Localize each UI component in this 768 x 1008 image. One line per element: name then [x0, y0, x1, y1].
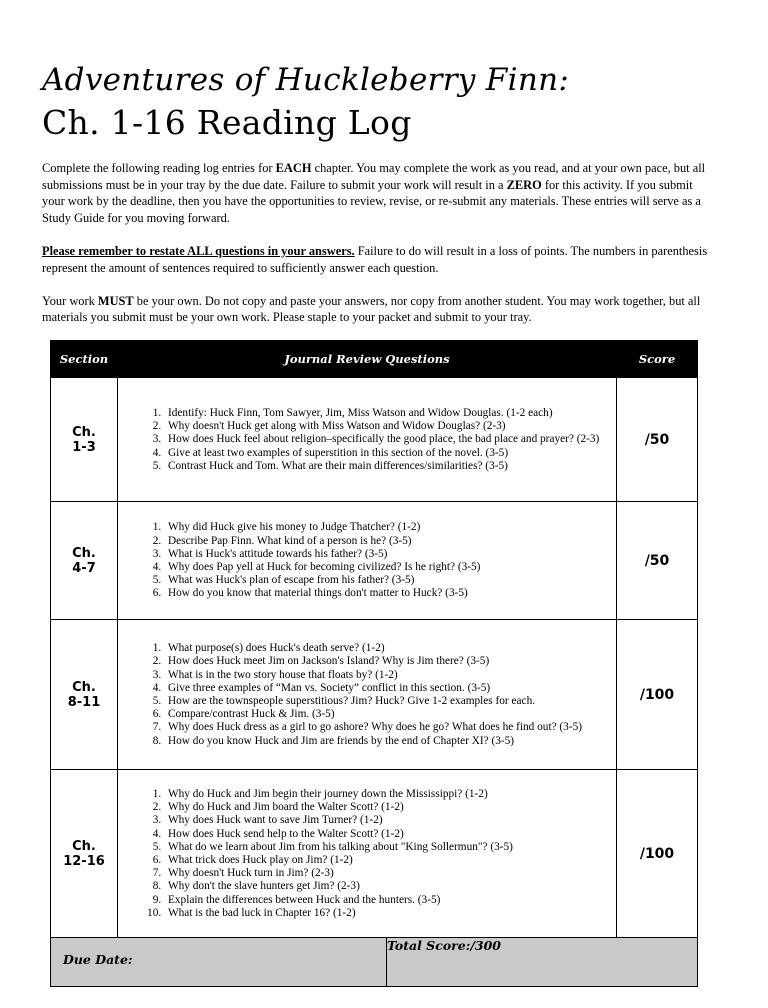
question-item: 9. Explain the differences between Huck and the hunters. (3-5) [164, 894, 610, 907]
section-range: 12-16 [63, 853, 105, 869]
question-item: 10. What is the bad luck in Chapter 16? (1-2) [164, 907, 610, 920]
question-item: 6. What trick does Huck play on Jim? (1-2) [164, 854, 610, 867]
total-score-cell [387, 938, 697, 986]
instructions-paragraph-3: Your work MUST be your own. Do not copy and paste your answers, nor copy from another student. You may work together, but all materials you submit must be your own work. Please staple to your packet and submit to your tray. [42, 293, 701, 325]
question-item: 4. How does Huck send help to the Walter Scott? (1-2) [164, 828, 610, 841]
table-row [51, 378, 698, 502]
table-footer-row [51, 938, 698, 987]
question-list [118, 782, 616, 925]
question-item: 5. Contrast Huck and Tom. What are their main differences/similarities? (3-5) [164, 460, 610, 473]
question-item: 4. Why does Pap yell at Huck for becoming civilized? Is he right? (3-5) [164, 561, 610, 574]
question-item: 3. What is Huck's attitude towards his father? (3-5) [164, 548, 610, 561]
section-cell [51, 502, 118, 620]
section-label: Ch. [72, 838, 96, 854]
question-item: 3. Why does Huck want to save Jim Turner? (1-2) [164, 814, 610, 827]
header-section: Section [51, 341, 118, 378]
score-cell [617, 620, 698, 770]
question-item: 6. How do you know that material things don't matter to Huck? (3-5) [164, 587, 610, 600]
score-cell [617, 502, 698, 620]
question-item: 1. What purpose(s) does Huck's death serve? (1-2) [164, 642, 610, 655]
question-item: 7. Why does Huck dress as a girl to go ashore? Why does he go? What does he find out? (3-5) [164, 721, 610, 734]
question-item: 6. Compare/contrast Huck & Jim. (3-5) [164, 708, 610, 721]
footer-wrapper [51, 938, 698, 987]
page-title: Adventures of Huckleberry Finn: [42, 62, 570, 98]
questions-cell [118, 620, 617, 770]
instructions-paragraph-2: Please remember to restate ALL questions in your answers. Failure to do will result in a loss of points. The numbers in parenthesis represent the amount of sentences required to sufficiently answer each question. [42, 243, 708, 275]
section-range: 1-3 [72, 439, 96, 455]
question-item: 1. Why do Huck and Jim begin their journey down the Mississippi? (1-2) [164, 788, 610, 801]
section-cell [51, 770, 118, 938]
header-questions: Journal Review Questions [118, 341, 617, 378]
score-value: /100 [639, 845, 675, 862]
score-cell [617, 378, 698, 502]
question-item: 1. Why did Huck give his money to Judge Thatcher? (1-2) [164, 521, 610, 534]
question-item: 4. Give at least two examples of superstition in this section of the novel. (3-5) [164, 447, 610, 460]
score-value: /100 [639, 686, 675, 703]
question-item: 5. How are the townspeople superstitious? Jim? Huck? Give 1-2 examples for each. [164, 695, 610, 708]
question-item: 7. Why doesn't Huck turn in Jim? (2-3) [164, 867, 610, 880]
header-score: Score [617, 341, 698, 378]
footer-inner [51, 938, 697, 986]
section-label: Ch. [72, 545, 96, 561]
question-item: 4. Give three examples of “Man vs. Society” conflict in this section. (3-5) [164, 682, 610, 695]
question-item: 3. How does Huck feel about religion–specifically the good place, the bad place and prayer? (2-3) [164, 433, 610, 446]
question-item: 8. How do you know Huck and Jim are friends by the end of Chapter XI? (3-5) [164, 735, 610, 748]
question-item: 2. Why do Huck and Jim board the Walter Scott? (1-2) [164, 801, 610, 814]
due-date-label: Due Date: [63, 952, 133, 967]
question-list [118, 515, 616, 605]
question-item: 5. What do we learn about Jim from his talking about "King Sollermun"? (3-5) [164, 841, 610, 854]
score-cell [617, 770, 698, 938]
question-item: 1. Identify: Huck Finn, Tom Sawyer, Jim, Miss Watson and Widow Douglas. (1-2 each) [164, 407, 610, 420]
instructions-paragraph-1: Complete the following reading log entries for EACH chapter. You may complete the work as you read, and at your own pace, but all submissions must be in your tray by the due date. Failure to submit your work will result in a ZERO for this activity. If you submit your work by the deadline, then you have the opportunities to review, revise, or re-submit any materials. These entries will serve as a Study Guide for you moving forward. [42, 161, 706, 225]
section-label: Ch. [72, 424, 96, 440]
questions-cell [118, 502, 617, 620]
question-list [118, 636, 616, 753]
question-list [118, 401, 616, 478]
question-item: 3. What is in the two story house that floats by? (1-2) [164, 669, 610, 682]
questions-cell [118, 378, 617, 502]
section-cell [51, 620, 118, 770]
section-range: 8-11 [67, 694, 101, 710]
question-item: 2. Describe Pap Finn. What kind of a person is he? (3-5) [164, 535, 610, 548]
questions-cell [118, 770, 617, 938]
total-score-value: /300 [470, 938, 501, 953]
table-row [51, 620, 698, 770]
question-item: 2. Why doesn't Huck get along with Miss Watson and Widow Douglas? (2-3) [164, 420, 610, 433]
due-date-cell[interactable] [51, 938, 387, 986]
table-header-row [51, 341, 698, 378]
score-value: /50 [644, 552, 670, 569]
question-item: 5. What was Huck's plan of escape from his father? (3-5) [164, 574, 610, 587]
section-cell [51, 378, 118, 502]
section-range: 4-7 [72, 560, 96, 576]
instructions [42, 160, 710, 343]
question-item: 2. How does Huck meet Jim on Jackson's Island? Why is Jim there? (3-5) [164, 655, 610, 668]
score-value: /50 [644, 431, 670, 448]
table-row [51, 502, 698, 620]
question-item: 8. Why don't the slave hunters get Jim? (2-3) [164, 880, 610, 893]
total-score-label: Total Score: [387, 938, 471, 953]
table-row [51, 770, 698, 938]
section-label: Ch. [72, 679, 96, 695]
page-subtitle: Ch. 1-16 Reading Log [42, 103, 412, 142]
reading-log-table [50, 340, 698, 987]
